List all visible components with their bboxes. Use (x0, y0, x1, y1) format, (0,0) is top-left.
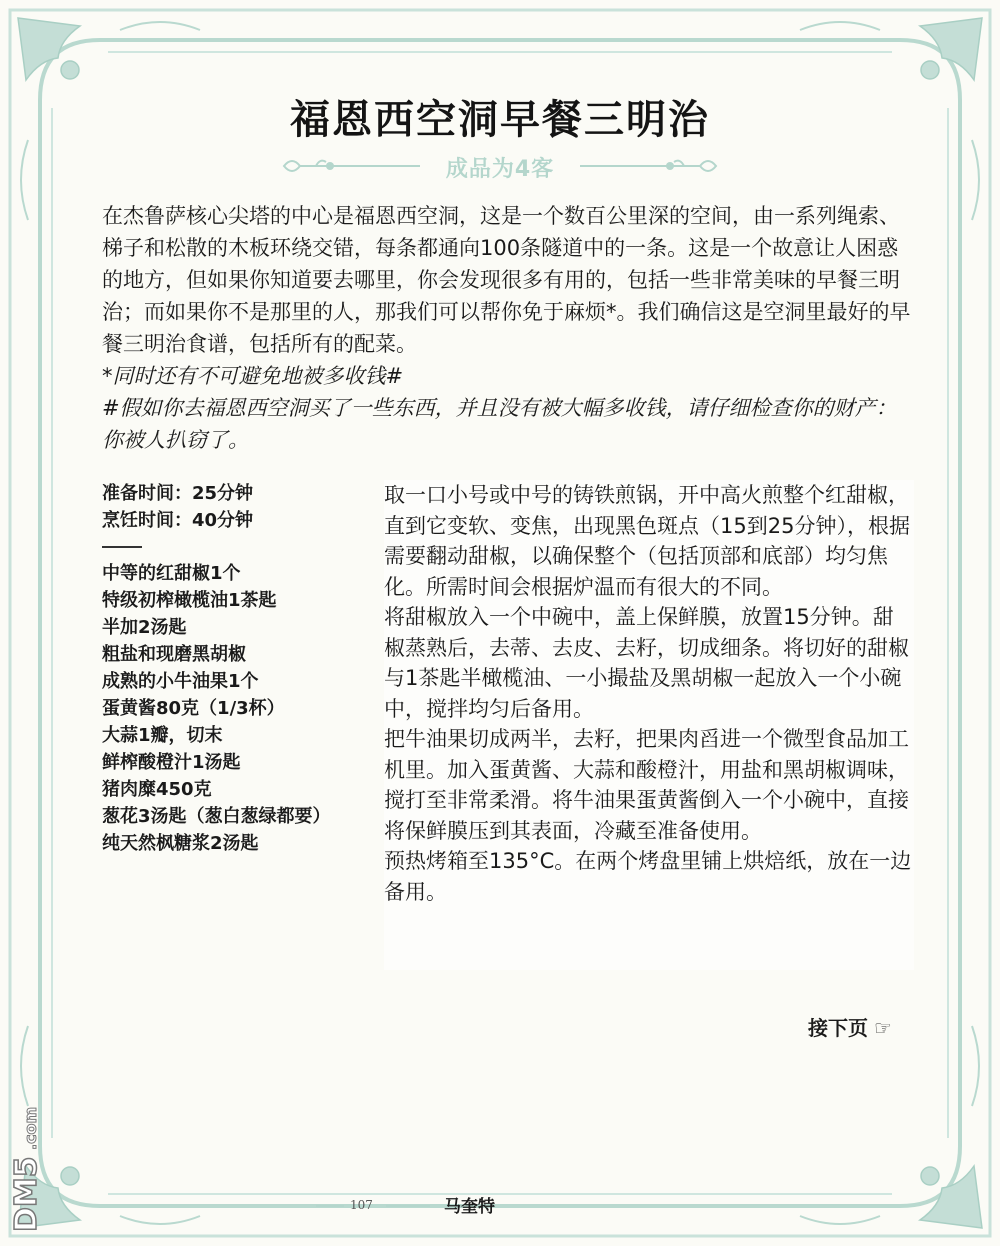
intro-note-2: #假如你去福恩西空洞买了一些东西，并且没有被大幅多收钱，请仔细检查你的财产：你被人扒窃了。 (102, 396, 897, 452)
instructions-column (384, 480, 914, 970)
recipe-title: 福恩西空洞早餐三明治 (290, 96, 710, 143)
continue-label: 接下页 (808, 1016, 868, 1040)
ingredients-column (102, 480, 362, 857)
ingredient-item: 蛋黄酱80克（1/3杯） (102, 698, 285, 719)
ingredient-item: 鲜榨酸橙汁1汤匙 (102, 752, 241, 773)
ingredient-item: 特级初榨橄榄油1茶匙 (102, 590, 277, 611)
ingredient-item: 猪肉糜450克 (102, 779, 212, 800)
intro-section (102, 200, 912, 456)
step-paragraph: 将甜椒放入一个中碗中，盖上保鲜膜，放置15分钟。甜椒蒸熟后，去蒂、去皮、去籽，切成细条。将切好的甜椒与1茶匙半橄榄油、一小撮盐及黑胡椒一起放入一个小碗中，搅拌均匀后备用。 (384, 605, 909, 721)
footer-book-title: 马奎特 (444, 1197, 495, 1217)
prep-time: 准备时间：25分钟 (102, 483, 254, 504)
watermark-logo (4, 1082, 44, 1237)
ingredient-item: 成熟的小牛油果1个 (102, 671, 259, 692)
ingredient-item: 葱花3汤匙（葱白葱绿都要） (102, 806, 331, 827)
page-footer (0, 1190, 1000, 1220)
step-paragraph: 把牛油果切成两半，去籽，把果肉舀进一个微型食品加工机里。加入蛋黄酱、大蒜和酸橙汁，用盐和黑胡椒调味，搅打至非常柔滑。将牛油果蛋黄酱倒入一个小碗中，直接将保鲜膜压到其表面，冷藏至准备使用。 (384, 727, 909, 843)
step-paragraph: 取一口小号或中号的铸铁煎锅，开中高火煎整个红甜椒，直到它变软、变焦，出现黑色斑点（15到25分钟），根据需要翻动甜椒，以确保整个（包括顶部和底部）均匀焦化。所需时间会根据炉温而有很大的不同。 (384, 483, 910, 599)
intro-note-1: *同时还有不可避免地被多收钱# (102, 364, 404, 388)
servings-banner (0, 148, 1000, 188)
ingredient-item: 半加2汤匙 (102, 617, 187, 638)
svg-text:DM5: DM5 (9, 1156, 44, 1232)
servings-text: 成品为4客 (445, 157, 555, 182)
footer-ornament (0, 1190, 1000, 1220)
ingredient-item: 粗盐和现磨黑胡椒 (102, 644, 246, 665)
ingredient-item: 纯天然枫糖浆2汤匙 (102, 833, 259, 854)
cook-time: 烹饪时间：40分钟 (102, 510, 254, 531)
ingredient-item: 大蒜1瓣，切末 (102, 725, 223, 746)
divider (102, 546, 142, 548)
page-number: 107 (350, 1198, 373, 1212)
step-paragraph: 预热烤箱至135°C。在两个烤盘里铺上烘焙纸，放在一边备用。 (384, 849, 912, 904)
continue-next-page[interactable] (808, 1012, 892, 1041)
pointing-hand-icon: ☞ (874, 1016, 892, 1040)
ingredient-list (102, 560, 362, 857)
intro-paragraph: 在杰鲁萨核心尖塔的中心是福恩西空洞，这是一个数百公里深的空间，由一系列绳索、梯子和松散的木板环绕交错，每条都通向100条隧道中的一条。这是一个故意让人困惑的地方，但如果你知道要去哪里，你会发现很多有用的，包括一些非常美味的早餐三明治；而如果你不是那里的人，那我们可以帮你免于麻烦*。我们确信这是空洞里最好的早餐三明治食谱，包括所有的配菜。 (102, 204, 911, 356)
svg-text:.com: .com (21, 1106, 40, 1150)
ingredient-item: 中等的红甜椒1个 (102, 563, 241, 584)
